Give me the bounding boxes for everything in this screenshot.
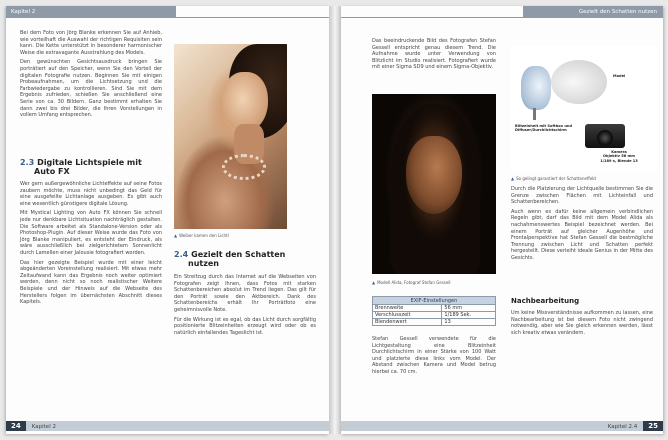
exif-table-title: EXIF-Einstellungen <box>373 297 496 305</box>
photo-face <box>406 136 462 214</box>
page-number: 25 <box>643 421 663 431</box>
section-heading-2-4 <box>174 250 314 268</box>
section-heading-2-3 <box>20 158 162 176</box>
diagram-lamp-label-line: Diffuser/Durchlichtschirm <box>515 128 567 133</box>
diagram-camera-label <box>589 150 649 163</box>
footer-chapter: Kapitel 2 <box>31 424 56 430</box>
portrait-photo-right <box>372 94 496 274</box>
section-2-3-text <box>20 181 162 309</box>
photo-caption-left <box>174 233 287 238</box>
caption-text: So gelingt garantiert der Schatteneffekt <box>516 176 597 181</box>
footer-left <box>6 421 62 431</box>
running-head-rule <box>341 17 523 18</box>
caption-triangle-icon: ▲ <box>372 280 376 285</box>
section-2-4-text <box>174 274 316 339</box>
right-page <box>341 6 663 434</box>
paragraph: Bei dem Foto von Jörg Blanke erkennen Sie auf Anhieb, wie vorteilhaft die Auswahl der richtigen Requisiten sein kann. Die Kette unterstützt in besonderer harmonischer Weise die extravagante Ausstrahlung des Models. <box>20 30 162 56</box>
paragraph: Ein Streifzug durch das Internet auf die Webseiten von Fotografen zeigt Ihnen, dass Fotos mit starken Schattenbereichen absolut im Trend liegen. Das gilt für den Porträt sowie den Aktbereich. Dank des Schattenbereichs erhält Ihr Porträtfoto eine geheimnisvolle Note. <box>174 274 316 313</box>
table-row <box>373 305 496 312</box>
section-title-line2: Auto FX <box>34 167 70 176</box>
camera-icon <box>585 124 625 148</box>
exif-label: Brennweite <box>373 305 442 312</box>
paragraph: Um keine Missverständnisse aufkommen zu lassen, eine Nachbearbeitung ist bei diesem Foto nicht zwingend notwendig, aber wie Sie gleich erkennen werden, lässt sich kreativ etwas verändern. <box>511 310 653 336</box>
flash-head-icon <box>521 66 551 110</box>
caption-text: Modell Alida, Fotograf Stefan Gessell <box>377 280 451 285</box>
paragraph: Durch die Platzierung der Lichtquelle bestimmen Sie die Grenze zwischen Flächen mit Lichteinfall und Schattenbereichen. <box>511 186 653 206</box>
diagram-camera-label-line: Objektiv 56 mm <box>603 154 635 159</box>
paragraph: Auch wenn es dafür keine allgemein verbindlichen Regeln gibt, darf das Bild mit dem Model Alida als nachahmenswertes Beispiel bezeichnet werden. Bei einem Porträt auf gleicher Augenhöhe und Frontalperspektive hat Stefan Gessell die bestmögliche Trennung zwischen Licht und Schatten perfekt hergestellt. Diese verleiht ideale Genius in der Mitte des Gesichts. <box>511 208 653 261</box>
book-gutter <box>329 6 341 434</box>
caption-triangle-icon: ▲ <box>511 176 515 181</box>
diagram-camera-label-line: 1/189 s, Blende 13 <box>600 158 638 163</box>
running-head-rule <box>176 17 329 18</box>
exif-table <box>372 296 496 326</box>
exif-value: 56 mm <box>442 305 496 312</box>
stand-icon <box>533 108 536 120</box>
after-table-text <box>372 336 496 379</box>
lens-icon <box>597 130 613 146</box>
exif-value: 1/189 Sek. <box>442 312 496 319</box>
paragraph: Den gewünschten Gesichtsausdruck bringen Sie porträtiert auf den Speicher, wenn Sie den Vorteil der digitalen Fotografie nutzen. Beginnen Sie mit einigen Probeaufnahmen, um die Lichtsetzung und die Farbwiedergabe zu kontrollieren. Sind Sie mit dem Ergebnis zufrieden, schießen Sie anschließend eine Serie von ca. 30 Bildern. Ganz bestimmt erhalten Sie dann zwei bis drei Bilder, die Ihren Vorstellungen in vollem Umfang entsprechen. <box>20 59 162 119</box>
caption-triangle-icon: ▲ <box>174 233 178 238</box>
caption-text: Weiber kamen den Lichtl <box>179 233 229 238</box>
table-row <box>373 312 496 319</box>
footer-right <box>602 421 663 431</box>
paragraph: Das hier gezeigte Beispiel wurde mit einer leicht abgeänderten Voreinstellung realisiert. Mit etwas mehr Zeitaufwand kann das Ergebnis noch weiter optimiert werden, denn nicht so noch realistischer Weitere Beispiele und der Hinweis auf die Webseite des Herstellers folgen im übernächsten Abschnitt dieses Kapitels. <box>20 259 162 306</box>
intro-text-left <box>20 30 162 122</box>
exif-label: Blendenwert <box>373 319 442 326</box>
lighting-diagram <box>511 46 657 171</box>
nachbearbeitung-text <box>511 310 653 339</box>
paragraph: Für die Wirkung ist es egal, ob das Licht durch sorgfältig positionierte Blitzeinheiten erzeugt wird oder ob es natürlich einfallendes Tageslicht ist. <box>174 316 316 336</box>
section-title-line1: Digitale Lichtspiele mit <box>37 158 142 167</box>
left-page <box>6 6 329 434</box>
section-title-line2: nutzen <box>188 259 219 268</box>
section-number: 2.3 <box>20 158 35 167</box>
paragraph: Mit Mystical Lighting von Auto FX können Sie schnell jede nur denkbare Lichtsituation nachträglich gestalten. Die Software arbeitet als Standalone-Version oder als Photoshop-Plugin. Auf dieser Weise wurde das Foto von Jörg Blanke manipuliert, es entsteht der Eindruck, als wäre ausschließlich bei zielgerichtetem Sonnenlicht durch Lamellen einer Jalousie fotografiert worden. <box>20 210 162 256</box>
portrait-photo-left <box>174 44 287 229</box>
photo-caption-right <box>372 280 496 285</box>
footer-chapter: Kapitel 2.4 <box>607 424 638 430</box>
diagram-camera-label-line: Kamera <box>611 150 627 154</box>
section-title-line1: Gezielt den Schatten <box>191 250 286 259</box>
page-number: 24 <box>6 421 26 431</box>
intro-text-right <box>372 38 496 74</box>
paragraph: Wer gern außergewöhnliche Lichteffekte auf seine Fotos zaubern möchte, muss nicht unbedingt das Geld für eine ausgefeilte Lichtanlage ausgeben. Es gibt auch eine wesentlich günstigere digitale Lösung. <box>20 181 162 207</box>
paragraph: Das beeindruckende Bild des Fotografen Stefan Gessell entspricht genau diesem Trend. Die Aufnahme wurde unter Verwendung von Blitzlicht im Studio realisiert. Fotografiert wurde mit einer Sigma SD9 und einem Sigma-Objektiv. <box>372 38 496 71</box>
diagram-model-label: Model <box>613 74 626 78</box>
exif-value: 13 <box>442 319 496 326</box>
diagram-caption <box>511 176 657 181</box>
photo-necklace <box>222 154 266 180</box>
running-head-right: Gezielt den Schatten nutzen <box>523 6 663 18</box>
column-text-right <box>511 186 653 265</box>
running-head-left: Kapitel 2 <box>6 6 176 18</box>
paragraph: Stefan Gessell verwendete für die Lichtgestaltung eine Blitzeinheit Durchlichtschirm in einer Stärke von 100 Watt und platzierte diese links vom Model. Der Abstand zwischen Kamera und Model betrug hierbei ca. 70 cm. <box>372 336 496 375</box>
exif-label: Verschlusszeit <box>373 312 442 319</box>
softbox-icon <box>551 60 607 104</box>
photo-face <box>222 72 268 132</box>
section-number: 2.4 <box>174 250 189 259</box>
subheading-nachbearbeitung: Nachbearbeitung <box>511 297 580 305</box>
diagram-lamp-label-line: Blitzeinheit mit Softbox und <box>515 124 573 128</box>
table-row <box>373 319 496 326</box>
diagram-lamp-label <box>515 124 585 133</box>
